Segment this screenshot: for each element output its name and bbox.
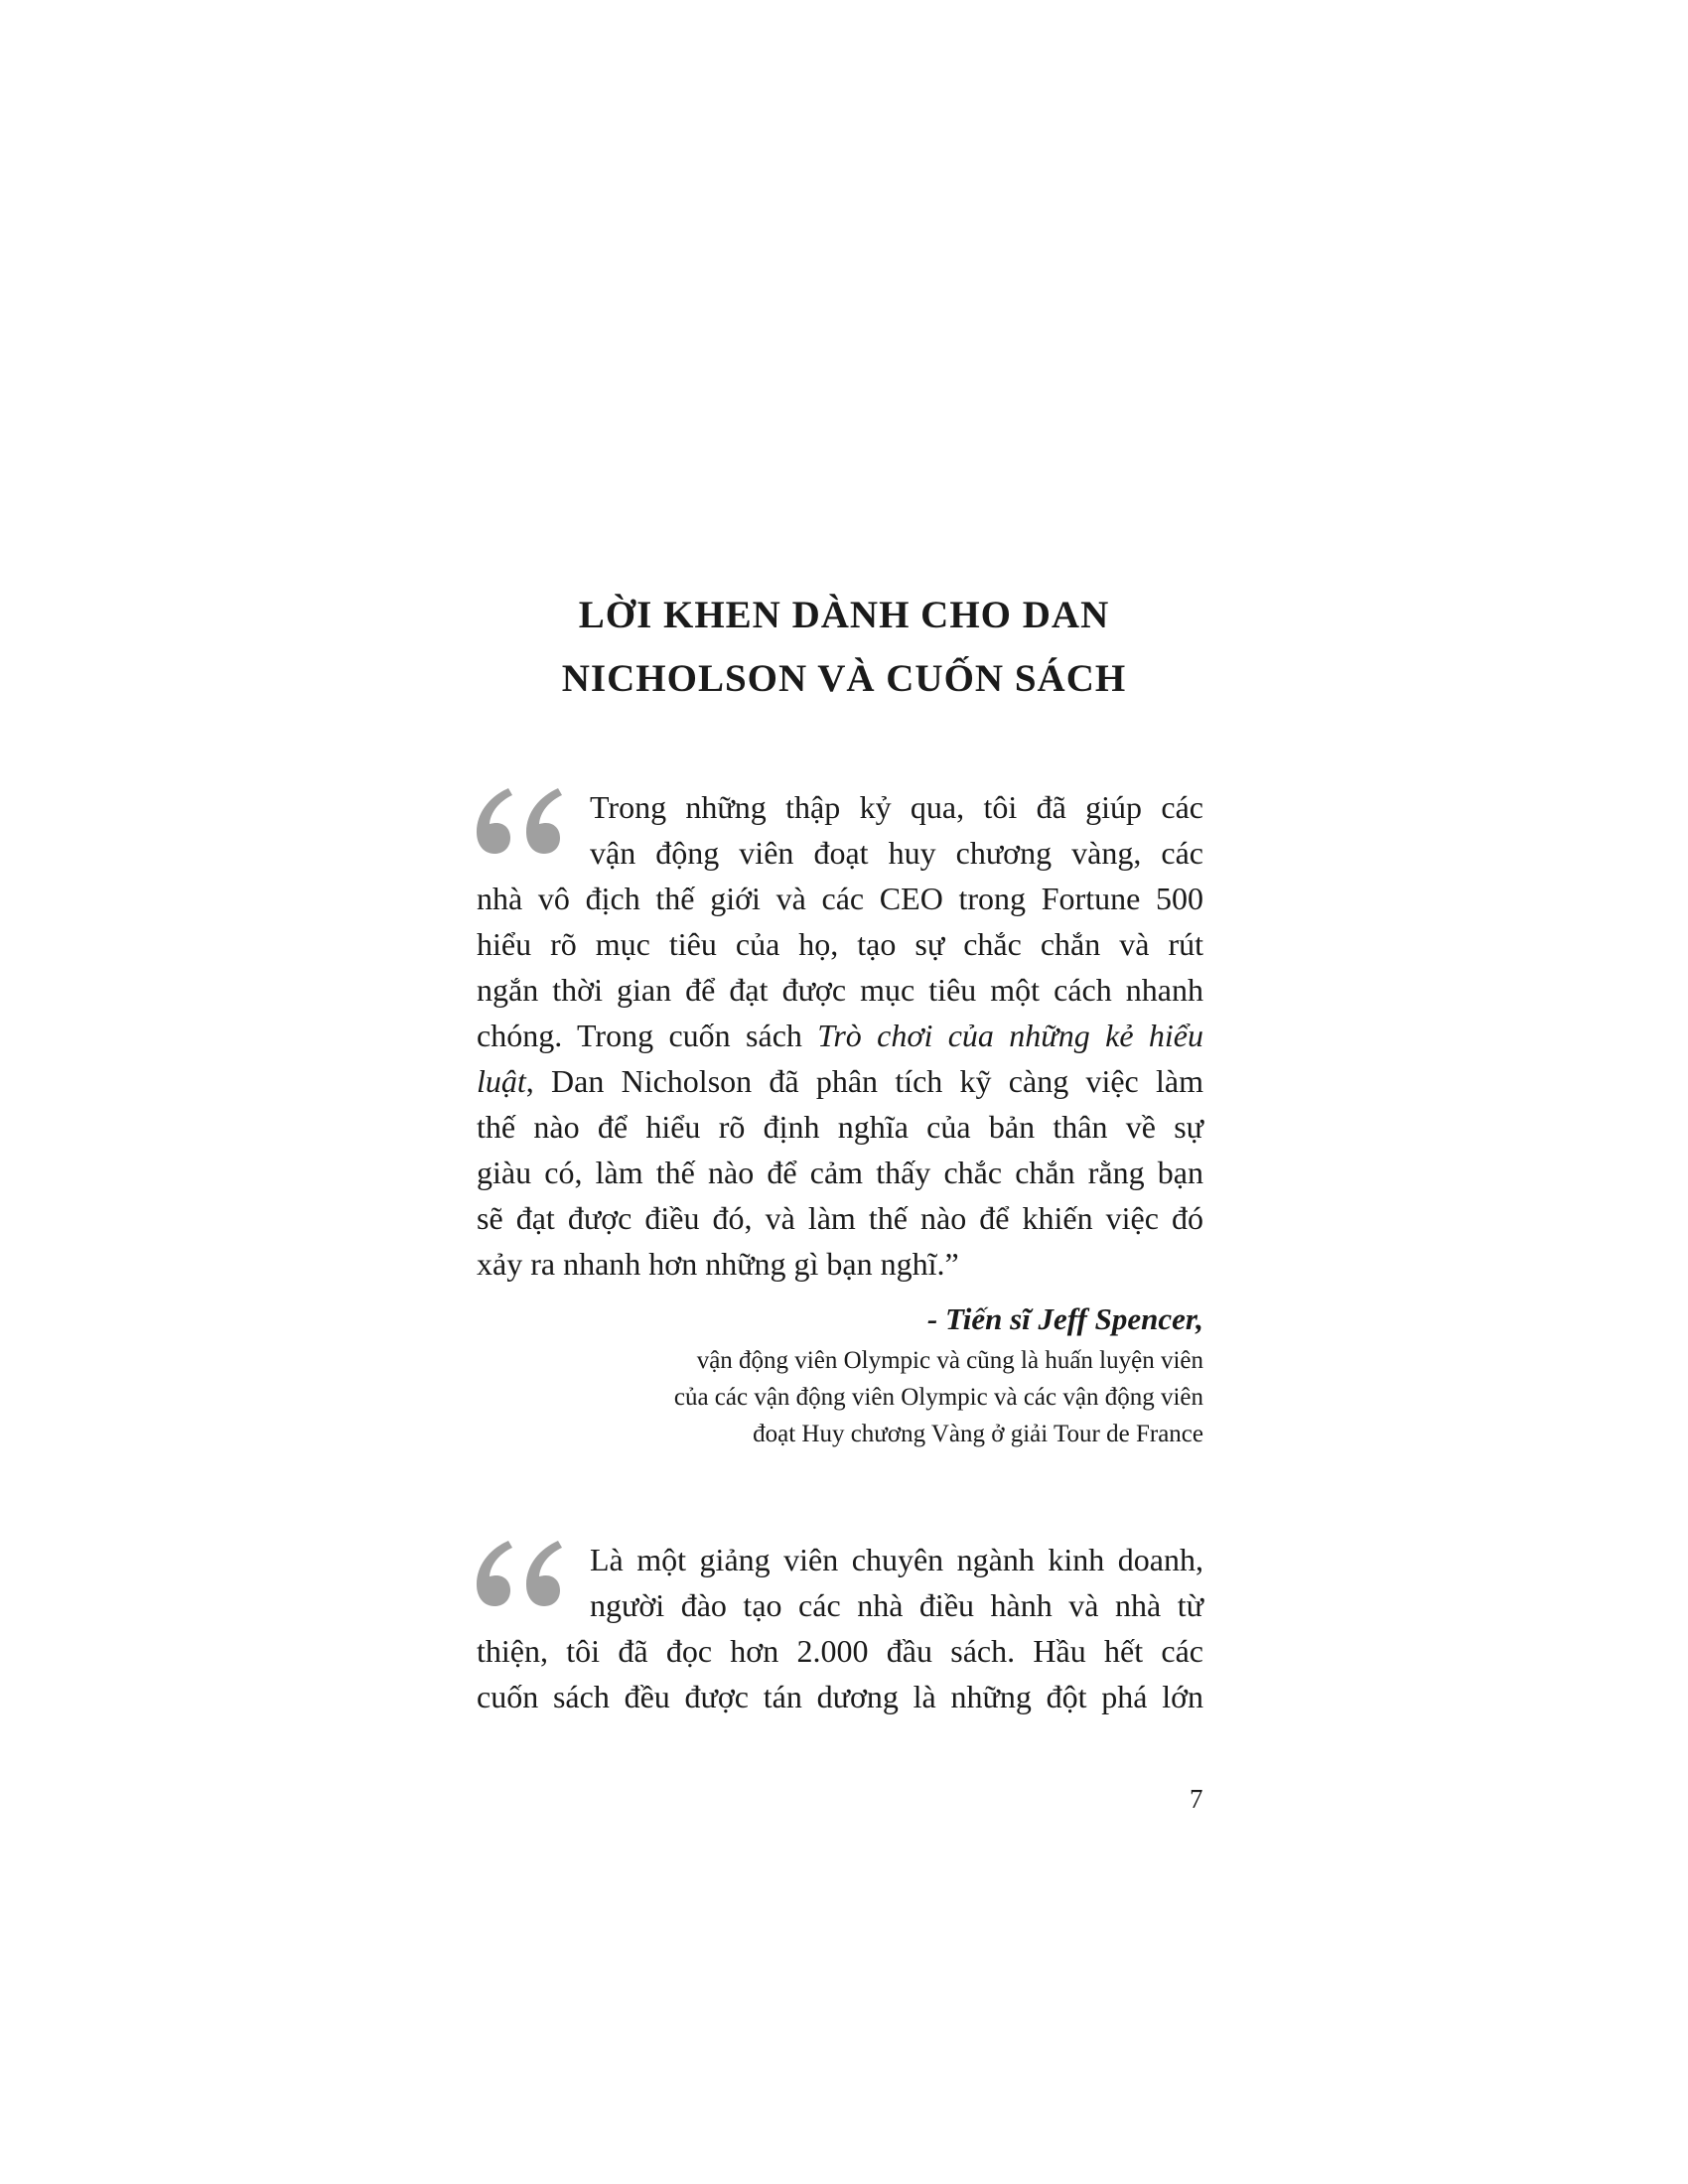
book-title-italic: luật	[477, 1063, 526, 1099]
page-number: 7	[1190, 1784, 1203, 1814]
quote-2-line: cuốn sách đều được tán dương là những đột phá lớn	[477, 1679, 1203, 1714]
attribution-description: đoạt Huy chương Vàng ở giải Tour de France	[753, 1421, 1203, 1447]
quote-1-line	[477, 1058, 1203, 1104]
attribution-description: của các vận động viên Olympic và các vận động viên	[673, 1384, 1203, 1411]
attribution-name: - Tiến sĩ Jeff Spencer,	[926, 1301, 1203, 1336]
quote-1-line	[477, 1013, 1203, 1058]
quote-1-line: hiểu rõ mục tiêu của họ, tạo sự chắc chắn và rút	[477, 926, 1203, 962]
quote-1-line: vận động viên đoạt huy chương vàng, các	[590, 835, 1203, 871]
quote-1-line: thế nào để hiểu rõ định nghĩa của bản thân về sự	[477, 1109, 1203, 1145]
quote-1-line: ngắn thời gian để đạt được mục tiêu một cách nhanh	[477, 972, 1203, 1008]
quote-2-line: thiện, tôi đã đọc hơn 2.000 đầu sách. Hầu hết các	[477, 1633, 1203, 1669]
title-line-2: NICHOLSON VÀ CUỐN SÁCH	[561, 657, 1127, 700]
quote-2-line: Là một giảng viên chuyên ngành kinh doanh,	[590, 1542, 1203, 1577]
quote-2-line: người đào tạo các nhà điều hành và nhà từ	[590, 1587, 1203, 1623]
testimonial-quote-2	[477, 1537, 1203, 1719]
quote-1-text: , Dan Nicholson đã phân tích kỹ càng việc làm	[525, 1063, 1203, 1099]
quote-1-line: Trong những thập kỷ qua, tôi đã giúp các	[590, 789, 1203, 825]
quote-1-line: sẽ đạt được điều đó, và làm thế nào để khiến việc đó	[477, 1200, 1203, 1236]
quote-1-line: nhà vô địch thế giới và các CEO trong Fortune 500	[477, 881, 1203, 916]
quote-1-text: chóng. Trong cuốn sách	[477, 1018, 818, 1053]
testimonial-quote-1	[477, 784, 1203, 1287]
quote-1-line: giàu có, làm thế nào để cảm thấy chắc chắn rằng bạn	[477, 1155, 1203, 1190]
title-line-1: LỜI KHEN DÀNH CHO DAN	[578, 594, 1110, 636]
quote-1-attribution	[674, 1297, 1203, 1452]
attribution-description: vận động viên Olympic và cũng là huấn luyện viên	[696, 1347, 1203, 1374]
page-title	[477, 584, 1211, 711]
book-title-italic: Trò chơi của những kẻ hiểu	[817, 1018, 1204, 1053]
quote-1-line: xảy ra nhanh hơn những gì bạn nghĩ.”	[477, 1246, 959, 1282]
